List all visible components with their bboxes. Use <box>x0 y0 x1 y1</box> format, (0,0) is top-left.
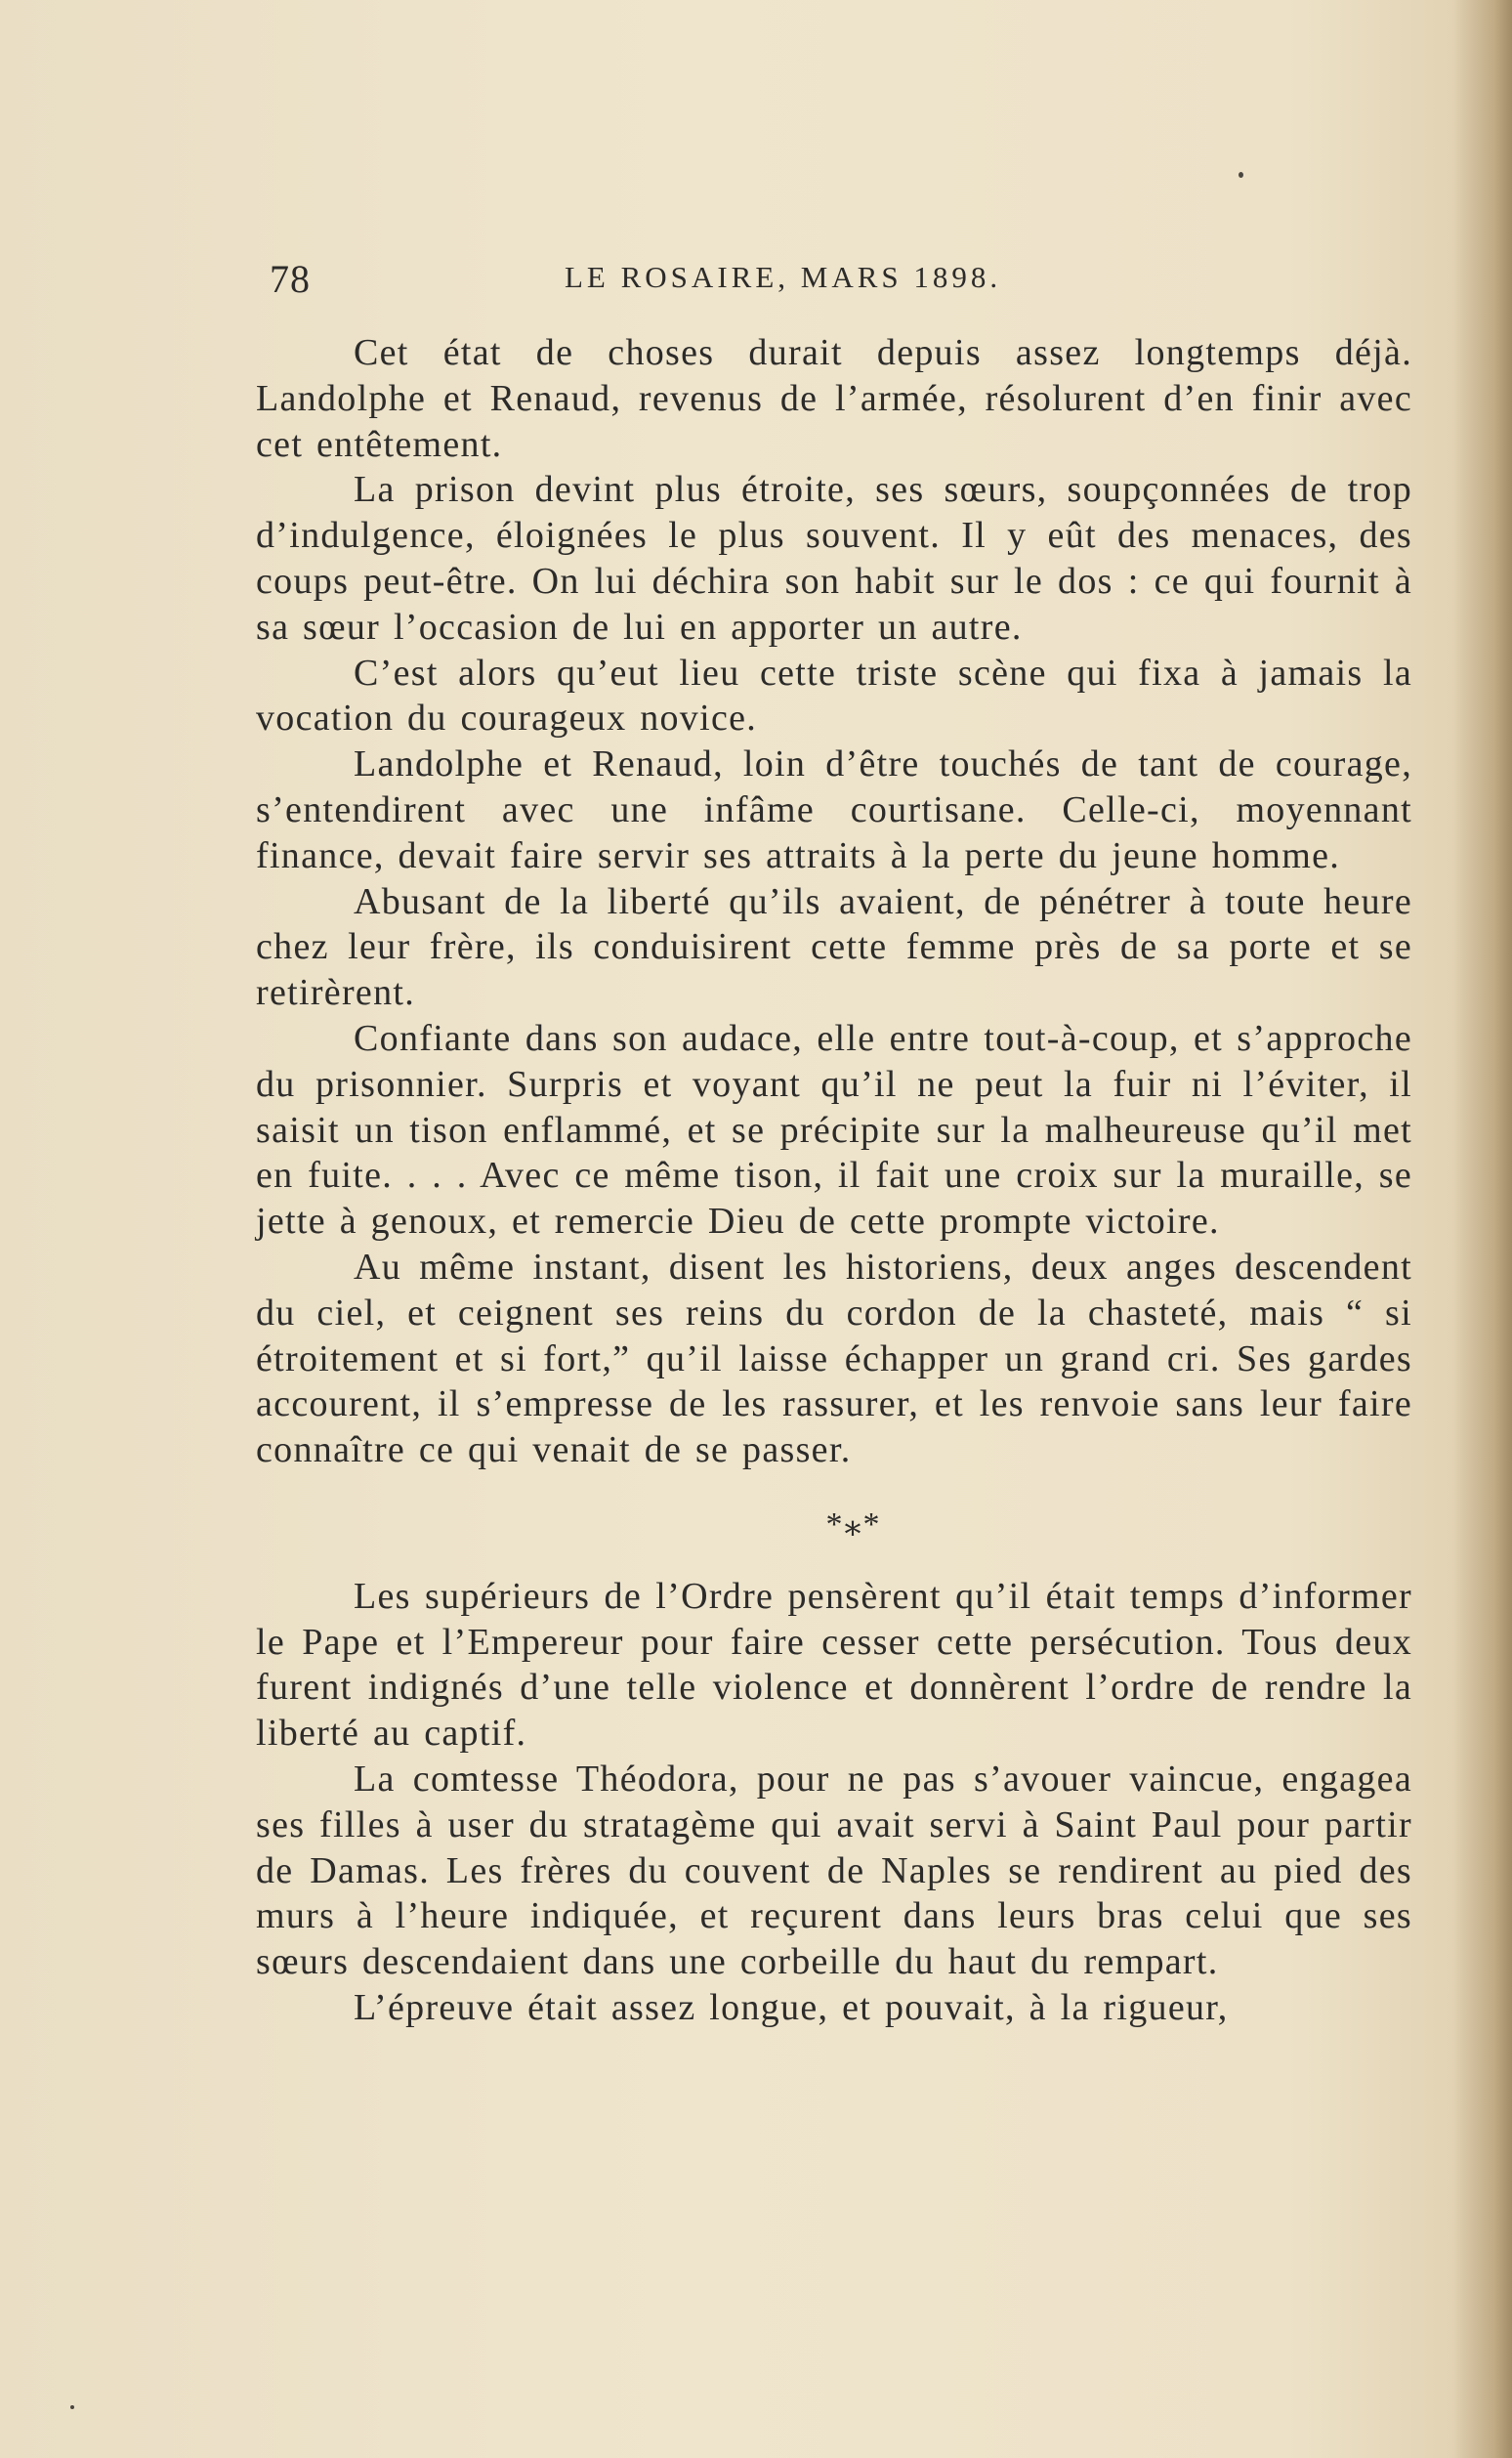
paragraph: Abusant de la liberté qu’ils avaient, de pénétrer à toute heure chez leur frère, ils conduisirent cette femme près de sa porte et se retirèrent. <box>256 880 1412 1014</box>
paragraph: Cet état de choses durait depuis assez longtemps déjà. Landolphe et Renaud, revenus de l’armée, résolurent d’en finir avec cet entêtement. <box>256 332 1412 465</box>
paragraph: Les supérieurs de l’Ordre pensèrent qu’il était temps d’informer le Pape et l’Empereur pour faire cesser cette persécution. Tous deux furent indignés d’une telle violence et donnèrent l’ordre de rendre la liberté au captif. <box>256 1575 1412 1755</box>
paragraph: L’épreuve était assez longue, et pouvait, à la rigueur, <box>354 1986 1229 2028</box>
paragraph: Confiante dans son audace, elle entre tout-à-coup, et s’approche du prisonnier. Surpris et voyant qu’il ne peut la fuir ni l’éviter, il saisit un tison enflammé, et se précipite sur la malheureuse qu’il met en fuite. . . . Avec ce même tison, il fait une croix sur la muraille, se jette à genoux, et remercie Dieu de cette prompte victoire. <box>256 1017 1412 1243</box>
paragraph: La comtesse Théodora, pour ne pas s’avouer vaincue, engagea ses filles à user du stratagème qui avait servi à Saint Paul pour partir de Damas. Les frères du couvent de Naples se rendirent au pied des murs à l’heure indiquée, et reçurent dans leurs bras celui que ses sœurs descendaient dans une corbeille du haut du rempart. <box>256 1758 1412 1983</box>
paper-speck <box>1239 172 1243 178</box>
paragraph: La prison devint plus étroite, ses sœurs, soupçonnées de trop d’indulgence, éloignées le plus souvent. Il y eût des menaces, des coups peut-être. On lui déchira son habit sur le dos : ce qui fournit à sa sœur l’occasion de lui en apporter un autre. <box>256 469 1412 648</box>
paragraph: C’est alors qu’eut lieu cette triste scène qui fixa à jamais la vocation du courageux novice. <box>256 652 1412 740</box>
paragraph: Landolphe et Renaud, loin d’être touchés de tant de courage, s’entendirent avec une infâme courtisane. Celle-ci, moyennant finance, devait faire servir ses attraits à la perte du jeune homme. <box>256 743 1412 876</box>
page-edge-shadow <box>1453 0 1512 2458</box>
running-header <box>264 256 1397 305</box>
page-body <box>256 330 1412 2031</box>
paragraph: Au même instant, disent les historiens, deux anges descendent du ciel, et ceignent ses reins du cordon de la chasteté, mais “ si étroitement et si fort,” qu’il laisse échapper un grand cri. Ses gardes accourent, il s’empresse de les rassurer, et les renvoie sans leur faire connaître ce qui venait de se passer. <box>256 1246 1412 1471</box>
paper-speck <box>70 2405 74 2409</box>
running-title: LE ROSAIRE, MARS 1898. <box>565 260 1002 294</box>
section-break-asterism: *⁎* <box>825 1505 882 1543</box>
page-number: 78 <box>270 257 311 301</box>
